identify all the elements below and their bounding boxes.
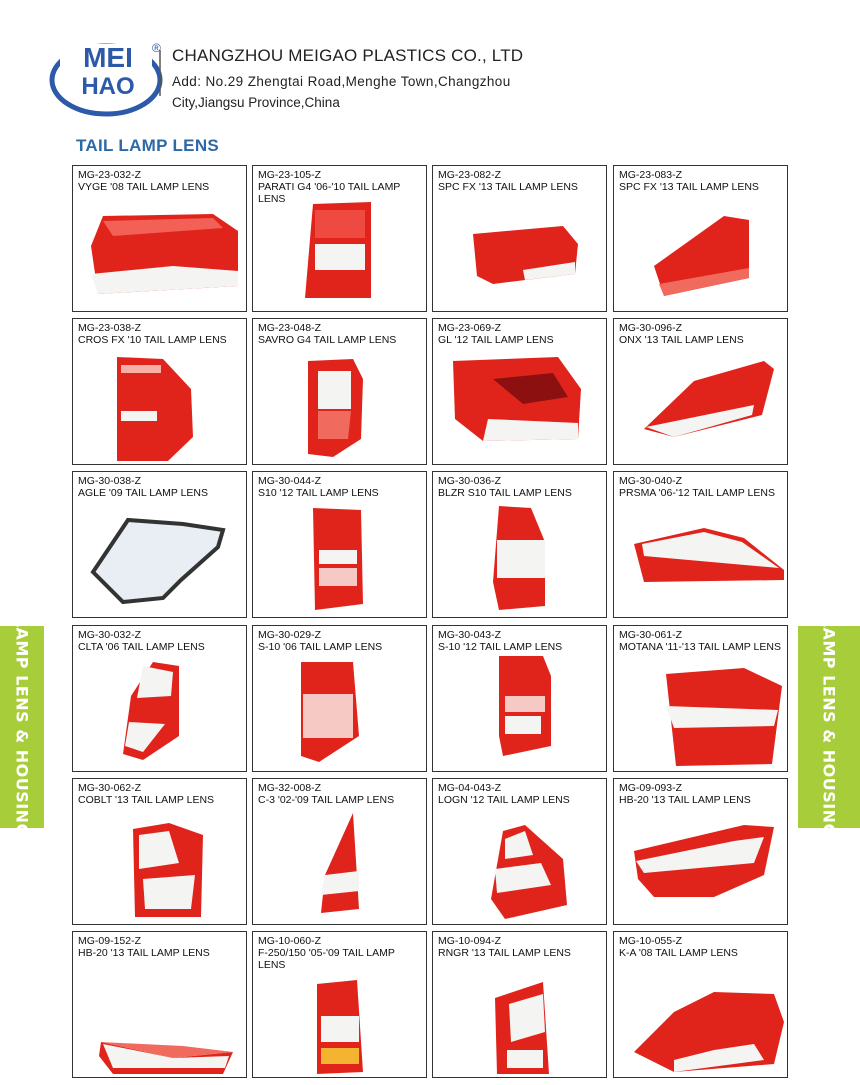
- product-card: [432, 778, 607, 925]
- product-card: [72, 625, 247, 772]
- side-tab-right: LAMP LENS & HOUSING: [798, 626, 860, 828]
- product-code: MG-09-093-Z: [619, 782, 683, 794]
- side-tab-left: LAMP LENS & HOUSING: [0, 626, 44, 828]
- product-code: MG-23-083-Z: [619, 169, 683, 181]
- product-card: [72, 165, 247, 312]
- product-card: [432, 165, 607, 312]
- product-code: MG-30-029-Z: [258, 629, 322, 641]
- product-card: [613, 931, 788, 1078]
- product-code: MG-30-043-Z: [438, 629, 502, 641]
- product-name: CLTA '06 TAIL LAMP LENS: [78, 641, 205, 653]
- product-card: [72, 778, 247, 925]
- product-name: ONX '13 TAIL LAMP LENS: [619, 334, 744, 346]
- product-card: [72, 318, 247, 465]
- product-code: MG-23-038-Z: [78, 322, 142, 334]
- address-line-2: City,Jiangsu Province,China: [172, 95, 340, 110]
- product-card: [613, 778, 788, 925]
- product-card: [252, 165, 427, 312]
- product-code: MG-10-055-Z: [619, 935, 683, 947]
- product-card: [432, 625, 607, 772]
- product-name: S10 '12 TAIL LAMP LENS: [258, 487, 379, 499]
- product-card: [252, 931, 427, 1078]
- product-code: MG-30-062-Z: [78, 782, 142, 794]
- product-code: MG-23-082-Z: [438, 169, 502, 181]
- product-card: [252, 778, 427, 925]
- product-card: [613, 318, 788, 465]
- product-code: MG-30-032-Z: [78, 629, 142, 641]
- product-name: VYGE '08 TAIL LAMP LENS: [78, 181, 210, 193]
- product-name: SPC FX '13 TAIL LAMP LENS: [438, 181, 578, 193]
- product-name: BLZR S10 TAIL LAMP LENS: [438, 487, 572, 499]
- product-code: MG-23-032-Z: [78, 169, 142, 181]
- product-code: MG-23-048-Z: [258, 322, 322, 334]
- product-name: HB-20 '13 TAIL LAMP LENS: [619, 794, 751, 806]
- product-name: MOTANA '11-'13 TAIL LAMP LENS: [619, 641, 781, 653]
- product-code: MG-10-094-Z: [438, 935, 502, 947]
- product-code: MG-30-096-Z: [619, 322, 683, 334]
- product-card: [613, 165, 788, 312]
- svg-text:HAO: HAO: [81, 73, 135, 100]
- section-title: TAIL LAMP LENS: [76, 136, 220, 155]
- product-name: GL '12 TAIL LAMP LENS: [438, 334, 554, 346]
- product-card: [252, 625, 427, 772]
- product-code: MG-09-152-Z: [78, 935, 142, 947]
- product-code: MG-30-038-Z: [78, 475, 142, 487]
- product-card: [252, 471, 427, 618]
- product-name: COBLT '13 TAIL LAMP LENS: [78, 794, 215, 806]
- product-name: PARATI G4 '06-'10 TAIL LAMP LENS: [258, 181, 401, 205]
- product-name: F-250/150 '05-'09 TAIL LAMP LENS: [258, 947, 395, 971]
- product-card: [432, 931, 607, 1078]
- product-code: MG-30-036-Z: [438, 475, 502, 487]
- product-card: [613, 471, 788, 618]
- product-code: MG-23-105-Z: [258, 169, 322, 181]
- company-name: CHANGZHOU MEIGAO PLASTICS CO., LTD: [172, 46, 524, 65]
- product-name: C-3 '02-'09 TAIL LAMP LENS: [258, 794, 395, 806]
- svg-text:®: ®: [152, 41, 161, 55]
- product-card: [252, 318, 427, 465]
- product-name: SPC FX '13 TAIL LAMP LENS: [619, 181, 759, 193]
- product-name: S-10 '06 TAIL LAMP LENS: [258, 641, 383, 653]
- product-name: S-10 '12 TAIL LAMP LENS: [438, 641, 563, 653]
- product-code: MG-23-069-Z: [438, 322, 502, 334]
- product-code: MG-32-008-Z: [258, 782, 322, 794]
- product-code: MG-30-044-Z: [258, 475, 322, 487]
- product-card: [72, 471, 247, 618]
- meihao-logo: [48, 36, 166, 118]
- product-code: MG-30-061-Z: [619, 629, 683, 641]
- product-name: CROS FX '10 TAIL LAMP LENS: [78, 334, 227, 346]
- product-code: MG-30-040-Z: [619, 475, 683, 487]
- product-card: [432, 318, 607, 465]
- product-code: MG-10-060-Z: [258, 935, 322, 947]
- product-name: LOGN '12 TAIL LAMP LENS: [438, 794, 570, 806]
- product-card: [432, 471, 607, 618]
- product-card: [613, 625, 788, 772]
- svg-text:MEI: MEI: [83, 42, 133, 73]
- product-name: SAVRO G4 TAIL LAMP LENS: [258, 334, 397, 346]
- product-name: PRSMA '06-'12 TAIL LAMP LENS: [619, 487, 775, 499]
- product-code: MG-04-043-Z: [438, 782, 502, 794]
- product-name: AGLE '09 TAIL LAMP LENS: [78, 487, 209, 499]
- address-line-1: Add: No.29 Zhengtai Road,Menghe Town,Changzhou: [172, 74, 511, 89]
- product-name: K-A '08 TAIL LAMP LENS: [619, 947, 738, 959]
- product-card: [72, 931, 247, 1078]
- product-name: RNGR '13 TAIL LAMP LENS: [438, 947, 571, 959]
- product-name: HB-20 '13 TAIL LAMP LENS: [78, 947, 210, 959]
